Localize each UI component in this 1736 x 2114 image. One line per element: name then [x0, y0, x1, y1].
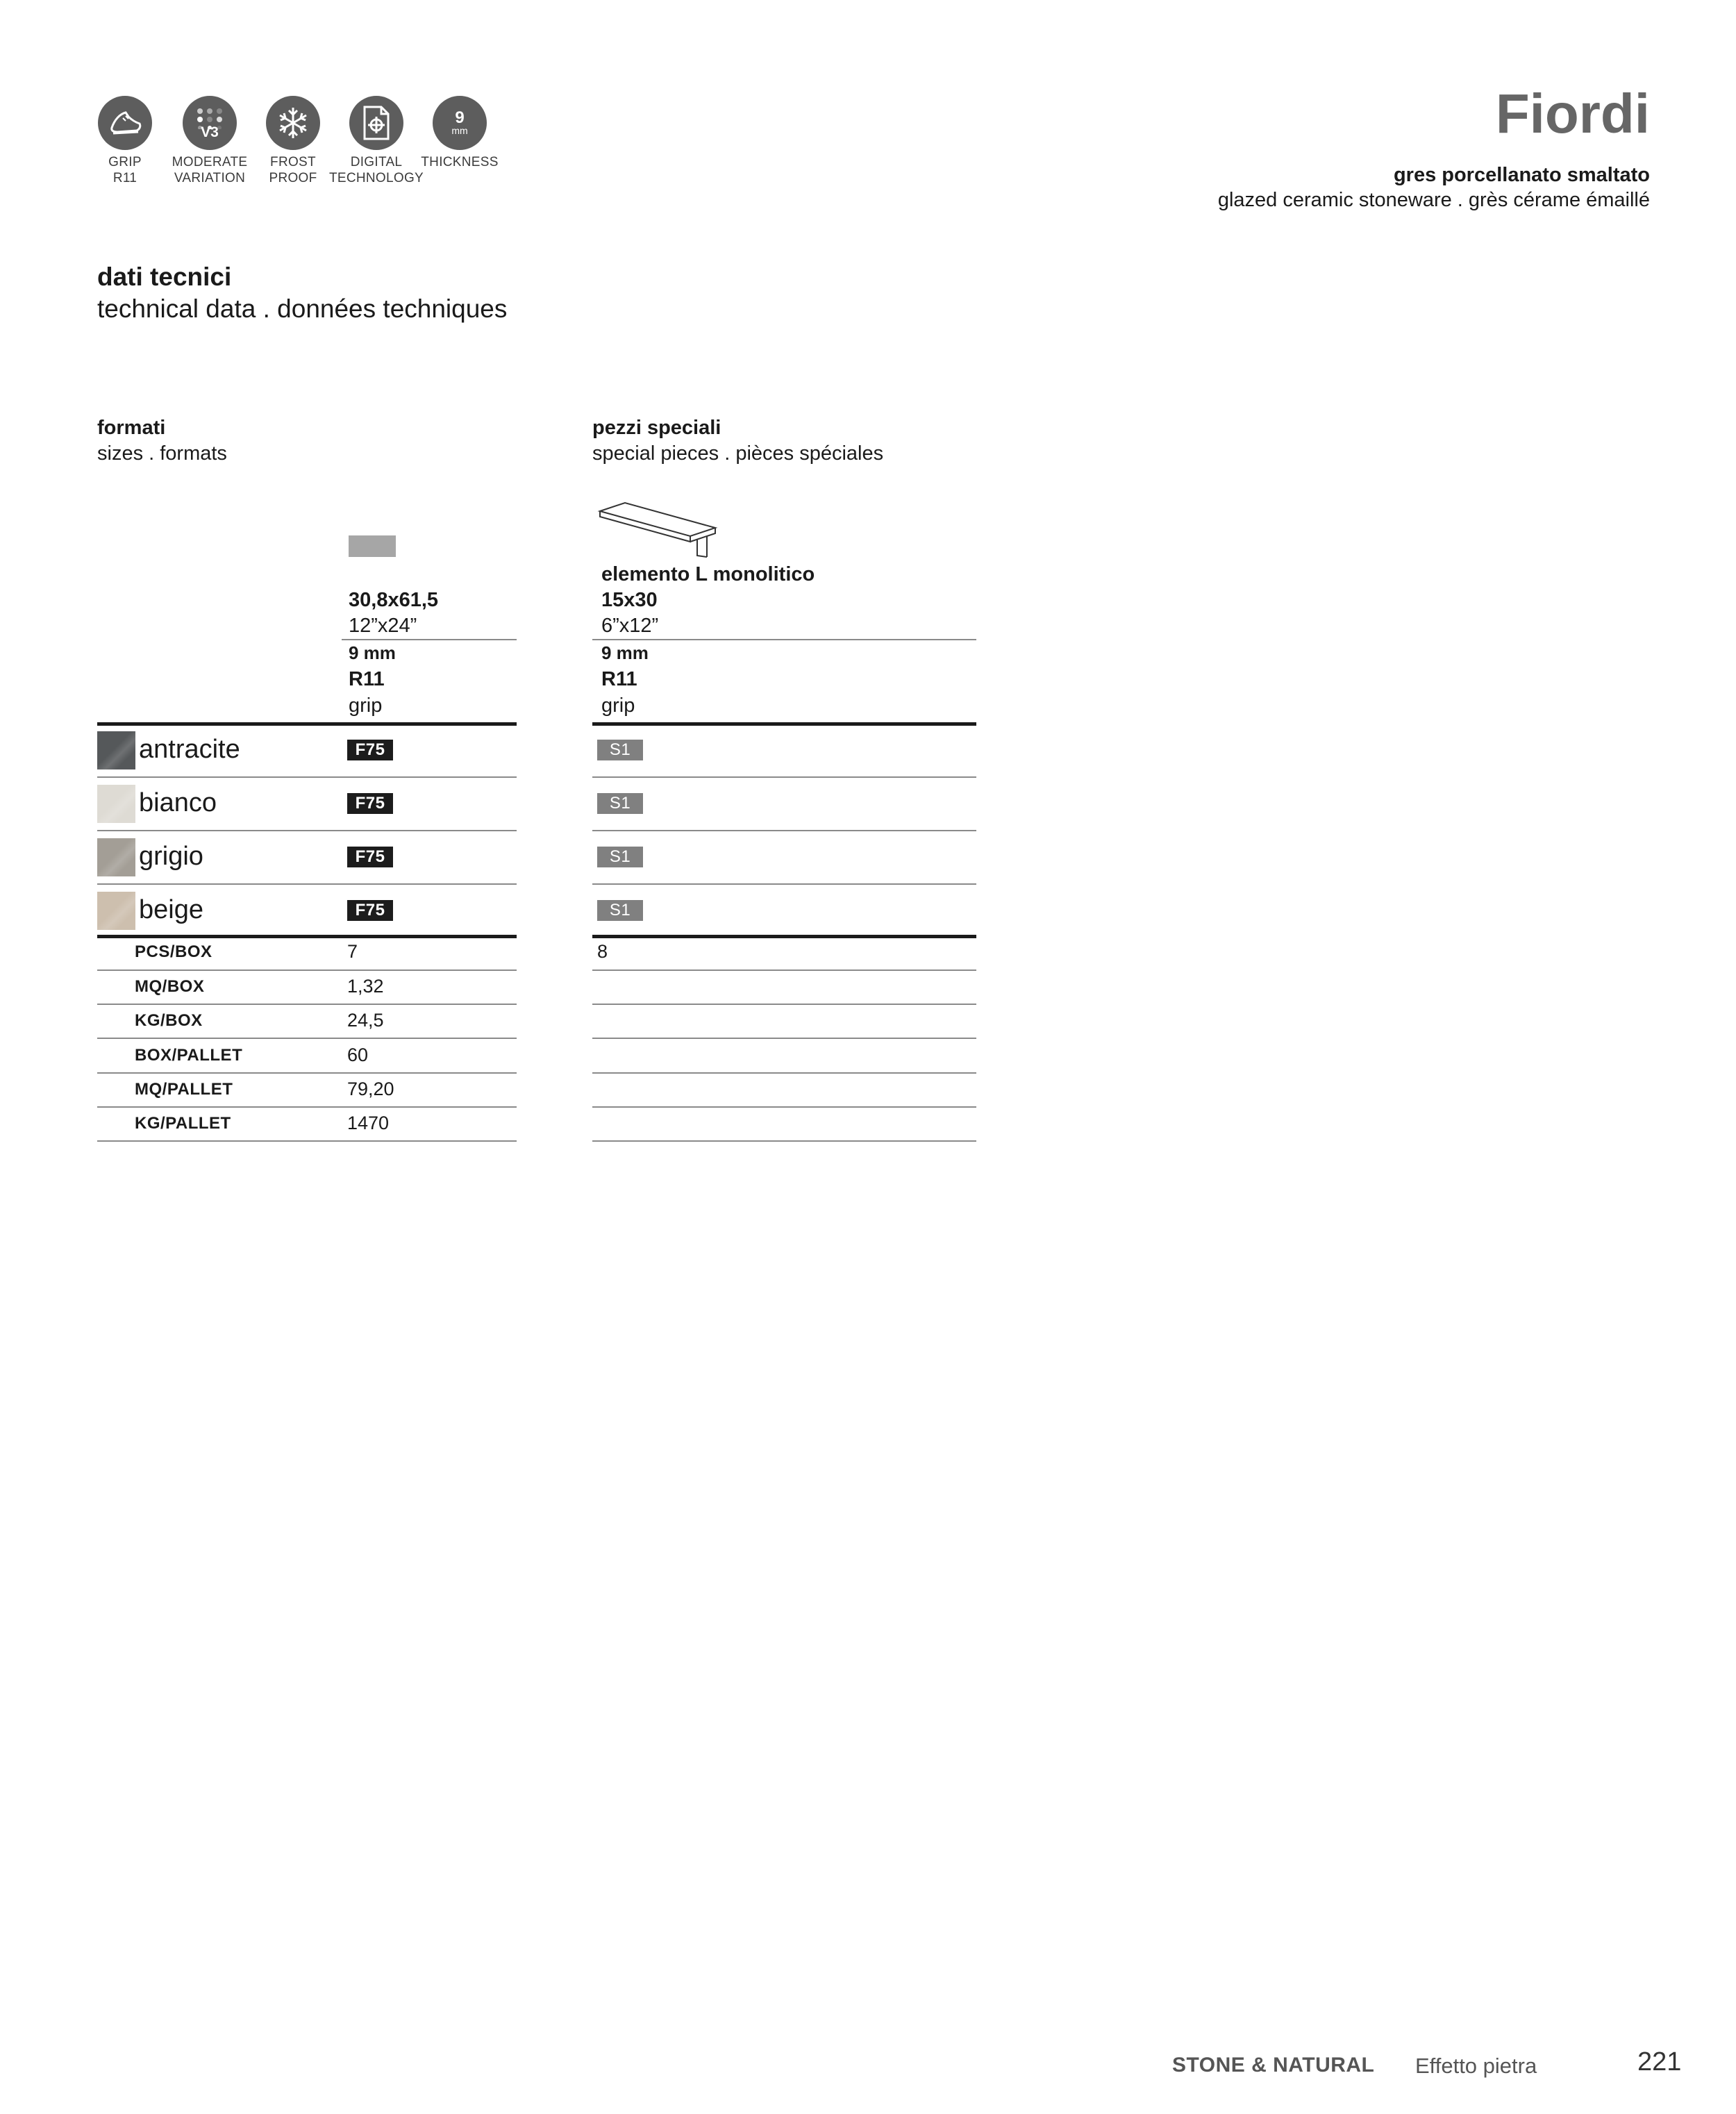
- row-divider: [592, 1038, 976, 1039]
- tech-title: dati tecnici: [97, 263, 232, 291]
- format-code-badge: F75: [347, 793, 393, 814]
- footer-category: STONE & NATURAL: [1172, 2054, 1375, 2076]
- brand-title: Fiordi: [1495, 83, 1650, 144]
- special-code-badge: S1: [597, 847, 643, 867]
- feature-caption-line: TECHNOLOGY: [328, 171, 424, 185]
- table-rule: [97, 722, 517, 726]
- feature-caption-line: PROOF: [269, 171, 317, 185]
- format-size-in: 12”x24”: [349, 615, 417, 637]
- special-size-in: 6”x12”: [601, 615, 659, 637]
- special-code-badge: S1: [597, 900, 643, 921]
- spec-value-special: 8: [597, 941, 608, 962]
- spec-value: 7: [347, 941, 358, 962]
- format-code-badge: F75: [347, 847, 393, 867]
- color-name: beige: [139, 895, 203, 924]
- spec-value: 60: [347, 1044, 369, 1065]
- color-swatch: [97, 892, 135, 930]
- feature-caption-line: MODERATE: [172, 155, 248, 169]
- row-divider: [97, 830, 517, 831]
- spec-value: 24,5: [347, 1010, 384, 1031]
- row-divider: [592, 1072, 976, 1074]
- row-divider: [592, 969, 976, 971]
- format-slip-label: grip: [349, 694, 383, 717]
- special-slip: R11: [601, 668, 637, 690]
- special-code-badge: S1: [597, 793, 643, 814]
- formats-subtitle: sizes . formats: [97, 442, 227, 465]
- feature-caption-line: R11: [112, 171, 137, 185]
- specials-subtitle: special pieces . pièces spéciales: [592, 442, 884, 465]
- spec-label: MQ/PALLET: [135, 1080, 233, 1099]
- special-slip-label: grip: [601, 694, 635, 717]
- spec-label: KG/BOX: [135, 1011, 203, 1030]
- product-type-it: gres porcellanato smaltato: [1393, 164, 1650, 186]
- color-swatch: [97, 785, 135, 823]
- format-size-cm: 30,8x61,5: [349, 589, 439, 611]
- spec-value: 1,32: [347, 976, 384, 997]
- page-number: 221: [1637, 2047, 1682, 2076]
- thickness-unit: mm: [451, 125, 468, 136]
- spec-label: KG/PALLET: [135, 1114, 231, 1133]
- tile-format-illustration: [349, 535, 396, 557]
- variation-dots-icon: [183, 96, 237, 150]
- feature-thickness: [401, 96, 519, 170]
- table-rule: [592, 935, 976, 938]
- spec-value: 79,20: [347, 1079, 394, 1099]
- special-code-badge: S1: [597, 740, 643, 760]
- format-thickness: 9 mm: [349, 642, 396, 663]
- shoe-sole-icon: [98, 96, 152, 150]
- product-type-en-fr: glazed ceramic stoneware . grès cérame émaillé: [1217, 189, 1650, 211]
- thickness-icon: [433, 96, 487, 150]
- row-divider: [97, 776, 517, 778]
- row-divider: [97, 969, 517, 971]
- special-name: elemento L monolitico: [601, 563, 815, 585]
- row-divider: [592, 776, 976, 778]
- feature-caption-line: DIGITAL: [350, 155, 403, 169]
- thickness-value: 9: [455, 108, 465, 127]
- table-rule: [592, 722, 976, 726]
- formats-title: formati: [97, 417, 166, 439]
- table-rule: [97, 935, 517, 938]
- tech-subtitle: technical data . données techniques: [97, 294, 508, 323]
- footer-subcategory: Effetto pietra: [1415, 2054, 1537, 2078]
- format-code-badge: F75: [347, 740, 393, 760]
- feature-caption-line: VARIATION: [174, 171, 246, 185]
- row-divider: [97, 1038, 517, 1039]
- special-size-cm: 15x30: [601, 589, 658, 611]
- color-name: grigio: [139, 842, 203, 871]
- specials-title: pezzi speciali: [592, 417, 721, 439]
- feature-caption-line: THICKNESS: [421, 155, 499, 169]
- spec-label: PCS/BOX: [135, 942, 212, 961]
- format-slip: R11: [349, 668, 385, 690]
- special-thickness: 9 mm: [601, 642, 649, 663]
- row-divider: [592, 883, 976, 885]
- row-divider: [592, 830, 976, 831]
- row-divider: [592, 1106, 976, 1108]
- format-code-badge: F75: [347, 900, 393, 921]
- divider: [342, 639, 517, 640]
- variation-badge: V3: [201, 124, 219, 140]
- digital-document-icon: [349, 96, 403, 150]
- snowflake-icon: [266, 96, 320, 150]
- spec-label: MQ/BOX: [135, 977, 205, 996]
- spec-value: 1470: [347, 1113, 390, 1133]
- spec-label: BOX/PALLET: [135, 1046, 243, 1065]
- feature-caption-line: FROST: [270, 155, 316, 169]
- color-name: bianco: [139, 788, 217, 817]
- row-divider: [592, 1140, 976, 1142]
- row-divider: [97, 883, 517, 885]
- color-swatch: [97, 731, 135, 769]
- row-divider: [97, 1140, 517, 1142]
- divider: [592, 639, 976, 640]
- row-divider: [97, 1004, 517, 1005]
- color-swatch: [97, 838, 135, 876]
- row-divider: [97, 1072, 517, 1074]
- row-divider: [592, 1004, 976, 1005]
- step-piece-icon: [597, 501, 719, 562]
- color-name: antracite: [139, 735, 240, 764]
- feature-caption-line: GRIP: [108, 155, 142, 169]
- row-divider: [97, 1106, 517, 1108]
